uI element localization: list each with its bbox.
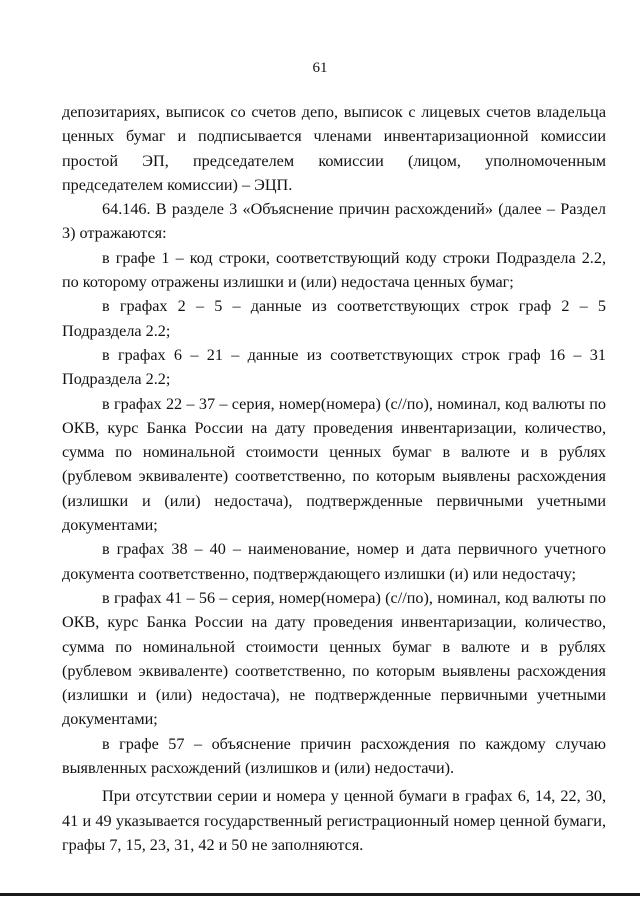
page-number: 61 [312,60,328,76]
paragraph-continuation: депозитариях, выписок со счетов депо, выписок с лицевых счетов владельца ценных бумаг и подписывается членами инвентаризационной комиссии простой ЭП, председателем комиссии (лицом, уполномоченным председателем комиссии) – ЭЦП. [62,103,606,194]
paragraph-note: При отсутствии серии и номера у ценной бумаги в графах 6, 14, 22, 30, 41 и 49 указывается государственный регистрационный номер ценной бумаги, графы 7, 15, 23, 31, 42 и 50 не заполняются. [62,787,606,854]
paragraph-columns-6-21: в графах 6 – 21 – данные из соответствующих строк граф 16 – 31 Подраздела 2.2; [62,345,606,389]
paragraph-columns-2-5: в графах 2 – 5 – данные из соответствующих строк граф 2 – 5 Подраздела 2.2; [62,297,606,340]
paragraph-column-57: в графе 57 – объяснение причин расхождения по каждому случаю выявленных расхождений (излишков и (или) недостачи). [62,734,606,778]
paragraph-columns-41-56: в графах 41 – 56 – серия, номер(номера) (с//по), номинал, код валюты по ОКВ, курс Банка России на дату проведения инвентаризации, количество, сумма по номинальной стоимости ценных бумаг в валюте и в рублях (рублевом эквиваленте) соответственно, по которым выявлены расхождения (излишки и (или) недостача), не подтвержденные первичными учетными документами; [62,588,606,729]
paragraph-section-heading: 64.146. В разделе 3 «Объяснение причин расхождений» (далее – Раздел 3) отражаются: [62,200,606,243]
paragraph-columns-38-40: в графах 38 – 40 – наименование, номер и дата первичного учетного документа соответственно, подтверждающего излишки (и) или недостачу; [62,540,606,583]
paragraph-column-1: в графе 1 – код строки, соответствующий коду строки Подраздела 2.2, по которому отражены излишки и (или) недостача ценных бумаг; [62,248,606,292]
document-body [62,100,606,857]
paragraph-columns-22-37: в графах 22 – 37 – серия, номер(номера) (с//по), номинал, код валюты по ОКВ, курс Банка России на дату проведения инвентаризации, количество, сумма по номинальной стоимости ценных бумаг в валюте и в рублях (рублевом эквиваленте) соответственно, по которым выявлены расхождения (излишки и (или) недостача), подтвержденные первичными учетными документами; [62,394,606,535]
scan-bottom-edge [0,893,640,896]
